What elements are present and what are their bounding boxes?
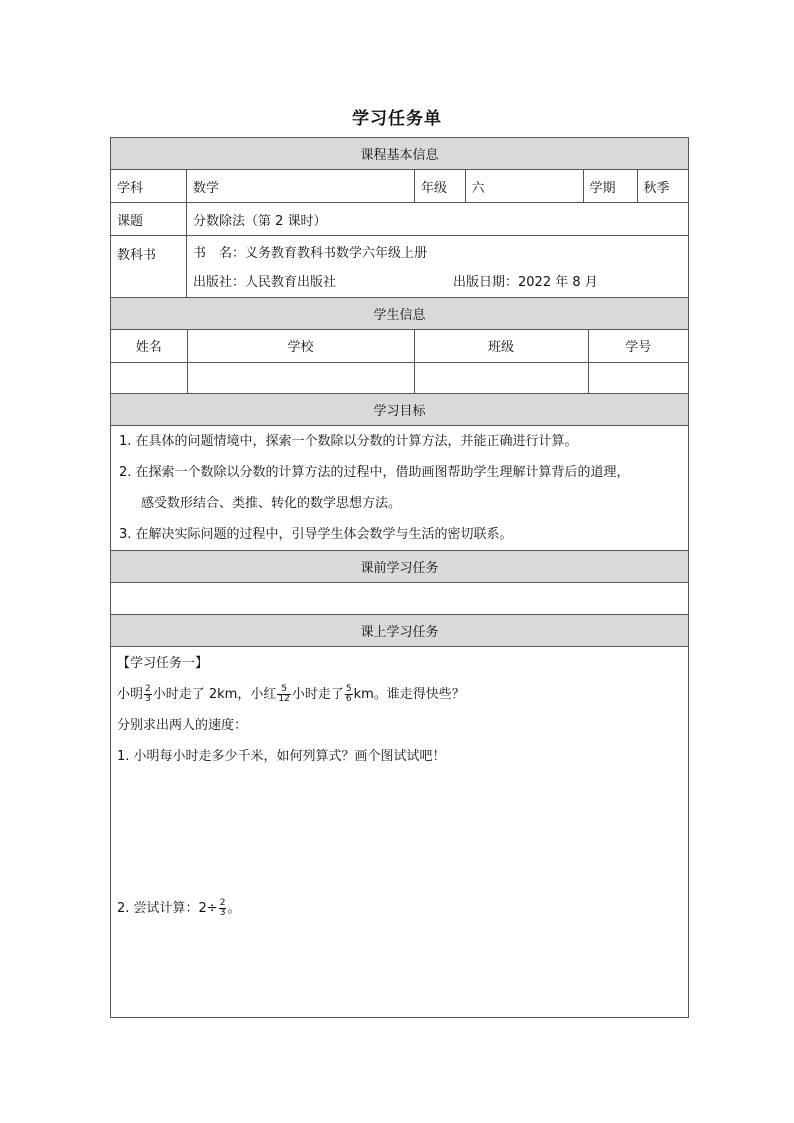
subject-label: 学科 bbox=[111, 170, 187, 203]
book-name: 书 名：义务教育教科书数学六年级上册 bbox=[193, 245, 428, 261]
answer-space[interactable] bbox=[117, 768, 682, 866]
problem-text: 小时走了 bbox=[291, 687, 344, 702]
publisher-row bbox=[193, 268, 682, 297]
pre-class-header: 课前学习任务 bbox=[111, 551, 689, 583]
topic-value: 分数除法（第 2 课时） bbox=[187, 203, 689, 236]
question-1: 1. 小明每小时走多少千米，如何列算式？画个图试试吧！ bbox=[117, 749, 446, 764]
task-sheet-table bbox=[110, 137, 689, 1018]
question-2-text: 2. 尝试计算：2÷ bbox=[117, 901, 218, 916]
grade-label: 年级 bbox=[415, 170, 465, 202]
student-name-field[interactable] bbox=[111, 362, 187, 393]
student-info-grid bbox=[111, 330, 689, 394]
textbook-label: 教科书 bbox=[111, 236, 187, 298]
student-col-id: 学号 bbox=[588, 330, 688, 362]
student-school-field[interactable] bbox=[187, 362, 414, 393]
task-title: 【学习任务一】 bbox=[117, 656, 209, 671]
fraction: $\frac{5}{12}$ bbox=[278, 684, 290, 704]
fraction: $\frac{2}{3}$ bbox=[219, 898, 226, 918]
problem-text: 小时走了 2km，小红 bbox=[152, 687, 277, 702]
goal-item: 2. 在探索一个数除以分数的计算方法的过程中，借助画图帮助学生理解计算背后的道理， bbox=[119, 465, 630, 480]
problem-text: 小明 bbox=[117, 687, 144, 702]
term-value: 秋季 bbox=[643, 180, 670, 196]
goal-item: 1. 在具体的问题情境中，探索一个数除以分数的计算方法，并能正确进行计算。 bbox=[119, 434, 578, 449]
student-info-header: 学生信息 bbox=[111, 298, 689, 330]
student-col-name: 姓名 bbox=[111, 330, 187, 362]
student-id-field[interactable] bbox=[588, 362, 688, 393]
question-2-suffix: 。 bbox=[227, 901, 241, 916]
student-class-field[interactable] bbox=[414, 362, 588, 393]
pre-class-content[interactable] bbox=[111, 583, 689, 615]
in-class-header: 课上学习任务 bbox=[111, 615, 689, 647]
goals-list bbox=[111, 426, 689, 551]
grade-value: 六 bbox=[465, 170, 583, 202]
problem-text: km。谁走得快些？ bbox=[353, 687, 465, 702]
goals-header: 学习目标 bbox=[111, 394, 689, 426]
page-title: 学习任务单 bbox=[352, 109, 442, 129]
subject-value: 数学 bbox=[187, 170, 415, 203]
publisher: 出版社：人民教育出版社 bbox=[193, 274, 337, 290]
textbook-info bbox=[187, 236, 689, 298]
fraction: $\frac{5}{6}$ bbox=[345, 684, 352, 704]
publish-date: 出版日期：2022 年 8 月 bbox=[453, 274, 598, 290]
goal-item-continued: 感受数形结合、类推、转化的数学思想方法。 bbox=[141, 496, 402, 511]
term-label: 学期 bbox=[583, 170, 637, 202]
prompt-text: 分别求出两人的速度： bbox=[117, 718, 248, 733]
question-2 bbox=[117, 898, 682, 920]
student-col-school: 学校 bbox=[187, 330, 414, 362]
problem-statement bbox=[117, 684, 682, 706]
course-info-header: 课程基本信息 bbox=[111, 138, 689, 170]
fraction: $\frac{2}{3}$ bbox=[145, 684, 151, 704]
student-col-class: 班级 bbox=[414, 330, 588, 362]
topic-label: 课题 bbox=[111, 203, 187, 236]
goal-item: 3. 在解决实际问题的过程中，引导学生体会数学与生活的密切联系。 bbox=[119, 527, 513, 542]
grade-term-cell bbox=[415, 170, 689, 203]
in-class-content bbox=[111, 647, 689, 1018]
